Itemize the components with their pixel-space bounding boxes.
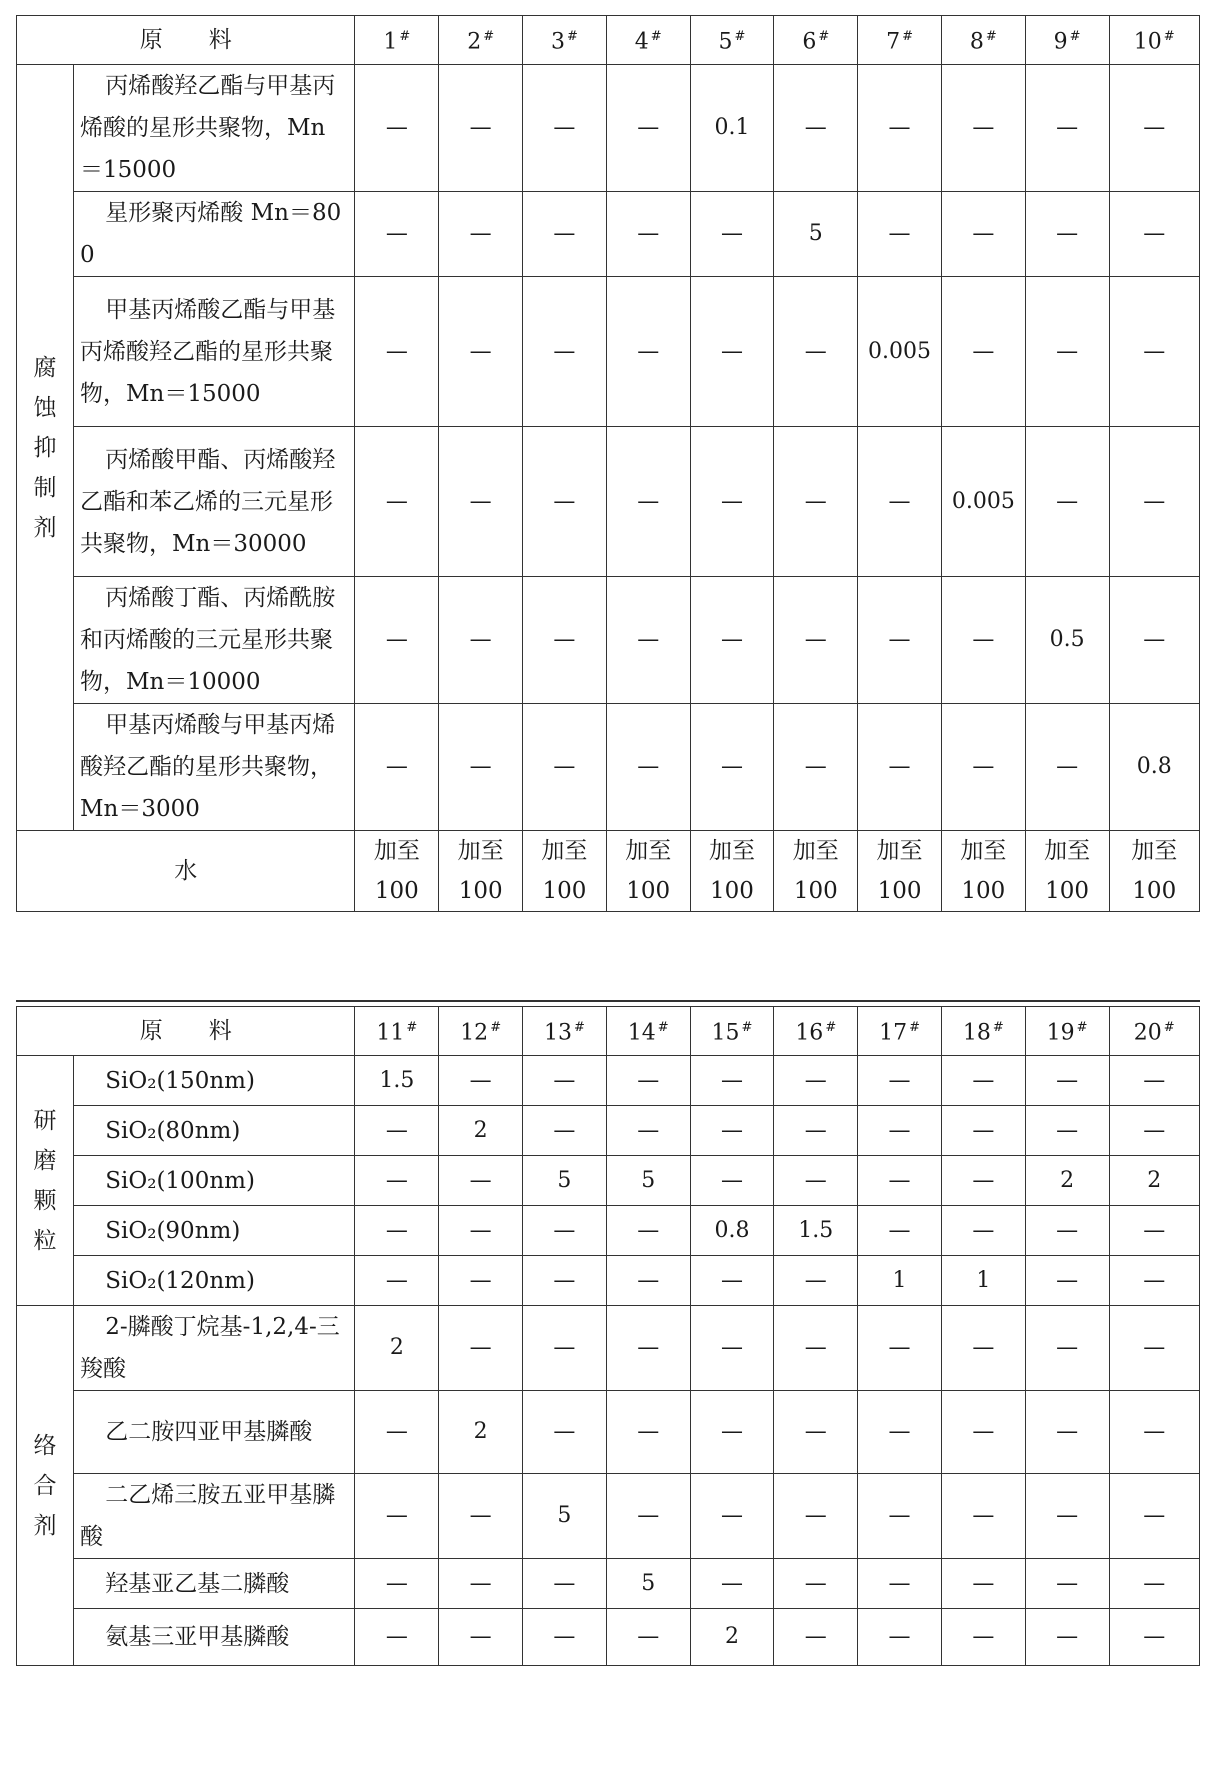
- amount-cell: —: [355, 577, 439, 704]
- amount-cell: —: [523, 577, 607, 704]
- amount-cell: —: [355, 1106, 439, 1156]
- table-row: [17, 1156, 1200, 1206]
- amount-cell: —: [1025, 1306, 1109, 1391]
- amount-cell: —: [858, 192, 942, 277]
- amount-cell: —: [858, 1206, 942, 1256]
- amount-cell: 5: [523, 1156, 607, 1206]
- header-sample-7: 7 #: [858, 16, 942, 65]
- amount-cell: —: [439, 427, 523, 577]
- material-name: 甲基丙烯酸乙酯与甲基丙烯酸羟乙酯的星形共聚物，Mn＝15000: [73, 277, 355, 427]
- amount-cell: —: [355, 1156, 439, 1206]
- table-row: [17, 65, 1200, 192]
- header-sample-1: 1 #: [355, 16, 439, 65]
- amount-cell: —: [774, 1306, 858, 1391]
- amount-cell: 0.8: [1109, 704, 1200, 831]
- header-row: [17, 1007, 1200, 1056]
- amount-cell: —: [690, 277, 774, 427]
- amount-cell: —: [941, 192, 1025, 277]
- amount-cell: 1.5: [774, 1206, 858, 1256]
- material-name: SiO₂(100nm): [73, 1156, 355, 1206]
- amount-cell: —: [1025, 1206, 1109, 1256]
- amount-cell: —: [439, 1559, 523, 1609]
- amount-cell: —: [690, 192, 774, 277]
- amount-cell: —: [439, 65, 523, 192]
- amount-cell: —: [523, 427, 607, 577]
- amount-cell: —: [355, 704, 439, 831]
- amount-cell: —: [355, 1391, 439, 1474]
- amount-cell: —: [1109, 65, 1200, 192]
- amount-cell: —: [1109, 1106, 1200, 1156]
- header-sample-8: 8 #: [941, 16, 1025, 65]
- table-row: [17, 1609, 1200, 1666]
- amount-cell: 0.8: [690, 1206, 774, 1256]
- amount-cell: —: [606, 704, 690, 831]
- amount-cell: —: [858, 1474, 942, 1559]
- amount-cell: 0.005: [941, 427, 1025, 577]
- header-sample-10: 10 #: [1109, 16, 1200, 65]
- amount-cell: —: [439, 277, 523, 427]
- amount-cell: —: [355, 1206, 439, 1256]
- amount-cell: —: [774, 1474, 858, 1559]
- water-amount-cell: 加至100: [523, 831, 607, 912]
- amount-cell: —: [690, 1156, 774, 1206]
- table-row: [17, 277, 1200, 427]
- material-name: 乙二胺四亚甲基膦酸: [73, 1391, 355, 1474]
- amount-cell: —: [774, 65, 858, 192]
- amount-cell: 2: [1109, 1156, 1200, 1206]
- header-sample-6: 6 #: [774, 16, 858, 65]
- water-amount-cell: 加至100: [1025, 831, 1109, 912]
- amount-cell: —: [606, 1256, 690, 1306]
- header-sample-17: 17 #: [858, 1007, 942, 1056]
- material-name: 氨基三亚甲基膦酸: [73, 1609, 355, 1666]
- table-row: [17, 577, 1200, 704]
- amount-cell: —: [1025, 1056, 1109, 1106]
- material-name: 二乙烯三胺五亚甲基膦酸: [73, 1474, 355, 1559]
- material-name: SiO₂(150nm): [73, 1056, 355, 1106]
- amount-cell: —: [1025, 1391, 1109, 1474]
- amount-cell: —: [523, 704, 607, 831]
- amount-cell: 1.5: [355, 1056, 439, 1106]
- amount-cell: —: [523, 65, 607, 192]
- amount-cell: —: [439, 1306, 523, 1391]
- header-sample-9: 9 #: [1025, 16, 1109, 65]
- amount-cell: —: [1025, 704, 1109, 831]
- amount-cell: —: [523, 1206, 607, 1256]
- material-name: 羟基亚乙基二膦酸: [73, 1559, 355, 1609]
- amount-cell: —: [523, 277, 607, 427]
- table-divider: [16, 1000, 1200, 1002]
- amount-cell: 2: [1025, 1156, 1109, 1206]
- category-abrasive-particles: 研磨颗粒: [17, 1056, 74, 1306]
- amount-cell: 2: [690, 1609, 774, 1666]
- amount-cell: —: [523, 192, 607, 277]
- amount-cell: —: [1109, 1609, 1200, 1666]
- header-sample-18: 18 #: [941, 1007, 1025, 1056]
- amount-cell: —: [941, 1609, 1025, 1666]
- amount-cell: —: [606, 65, 690, 192]
- amount-cell: —: [355, 192, 439, 277]
- header-material-label: 原 料: [17, 16, 355, 65]
- amount-cell: 1: [858, 1256, 942, 1306]
- amount-cell: —: [606, 1306, 690, 1391]
- amount-cell: —: [941, 1106, 1025, 1156]
- amount-cell: —: [774, 1391, 858, 1474]
- amount-cell: —: [439, 1206, 523, 1256]
- amount-cell: —: [439, 1474, 523, 1559]
- amount-cell: 5: [606, 1559, 690, 1609]
- amount-cell: 2: [439, 1106, 523, 1156]
- amount-cell: —: [858, 1609, 942, 1666]
- formulation-table-2: [16, 1006, 1200, 1666]
- amount-cell: —: [774, 577, 858, 704]
- formulation-table-1: [16, 15, 1200, 912]
- amount-cell: —: [941, 277, 1025, 427]
- amount-cell: —: [523, 1056, 607, 1106]
- amount-cell: —: [941, 65, 1025, 192]
- amount-cell: 0.5: [1025, 577, 1109, 704]
- amount-cell: 1: [941, 1256, 1025, 1306]
- amount-cell: —: [941, 1474, 1025, 1559]
- material-name: 甲基丙烯酸与甲基丙烯酸羟乙酯的星形共聚物，Mn＝3000: [73, 704, 355, 831]
- header-sample-2: 2 #: [439, 16, 523, 65]
- material-name: 2-膦酸丁烷基-1,2,4-三羧酸: [73, 1306, 355, 1391]
- amount-cell: —: [606, 1106, 690, 1156]
- amount-cell: —: [941, 1559, 1025, 1609]
- header-row: [17, 16, 1200, 65]
- amount-cell: —: [1025, 1559, 1109, 1609]
- amount-cell: —: [1025, 427, 1109, 577]
- amount-cell: —: [606, 277, 690, 427]
- amount-cell: —: [858, 1156, 942, 1206]
- amount-cell: —: [858, 1559, 942, 1609]
- amount-cell: 5: [523, 1474, 607, 1559]
- amount-cell: —: [690, 1306, 774, 1391]
- header-sample-16: 16 #: [774, 1007, 858, 1056]
- amount-cell: —: [690, 1474, 774, 1559]
- water-amount-cell: 加至100: [355, 831, 439, 912]
- amount-cell: —: [355, 1474, 439, 1559]
- header-sample-20: 20 #: [1109, 1007, 1200, 1056]
- amount-cell: —: [439, 1609, 523, 1666]
- amount-cell: —: [606, 192, 690, 277]
- amount-cell: —: [355, 277, 439, 427]
- water-amount-cell: 加至100: [941, 831, 1025, 912]
- amount-cell: —: [1025, 277, 1109, 427]
- amount-cell: —: [858, 704, 942, 831]
- amount-cell: —: [1109, 1206, 1200, 1256]
- amount-cell: —: [774, 427, 858, 577]
- amount-cell: 5: [774, 192, 858, 277]
- amount-cell: —: [1025, 1474, 1109, 1559]
- material-name: 丙烯酸甲酯、丙烯酸羟乙酯和苯乙烯的三元星形共聚物，Mn＝30000: [73, 427, 355, 577]
- amount-cell: —: [606, 1609, 690, 1666]
- amount-cell: —: [774, 1256, 858, 1306]
- amount-cell: 0.1: [690, 65, 774, 192]
- category-corrosion-inhibitor: 腐蚀抑制剂: [17, 65, 74, 831]
- water-amount-cell: 加至100: [858, 831, 942, 912]
- amount-cell: —: [523, 1559, 607, 1609]
- amount-cell: —: [941, 577, 1025, 704]
- amount-cell: —: [355, 1559, 439, 1609]
- amount-cell: —: [606, 1474, 690, 1559]
- amount-cell: —: [774, 704, 858, 831]
- amount-cell: —: [774, 1106, 858, 1156]
- water-amount-cell: 加至100: [774, 831, 858, 912]
- amount-cell: —: [439, 1056, 523, 1106]
- amount-cell: —: [858, 65, 942, 192]
- water-amount-cell: 加至100: [606, 831, 690, 912]
- amount-cell: —: [1109, 577, 1200, 704]
- amount-cell: —: [1109, 1056, 1200, 1106]
- amount-cell: 5: [606, 1156, 690, 1206]
- table-row: [17, 1256, 1200, 1306]
- amount-cell: —: [355, 1609, 439, 1666]
- amount-cell: —: [690, 1256, 774, 1306]
- table-row: [17, 1206, 1200, 1256]
- header-sample-12: 12 #: [439, 1007, 523, 1056]
- amount-cell: —: [1109, 1306, 1200, 1391]
- amount-cell: —: [523, 1609, 607, 1666]
- amount-cell: —: [439, 1156, 523, 1206]
- header-sample-15: 15 #: [690, 1007, 774, 1056]
- amount-cell: —: [690, 427, 774, 577]
- amount-cell: —: [774, 1559, 858, 1609]
- amount-cell: —: [1109, 277, 1200, 427]
- table-row: [17, 1474, 1200, 1559]
- amount-cell: —: [606, 427, 690, 577]
- amount-cell: —: [1109, 192, 1200, 277]
- amount-cell: —: [1109, 1474, 1200, 1559]
- amount-cell: —: [523, 1391, 607, 1474]
- amount-cell: —: [941, 1306, 1025, 1391]
- amount-cell: —: [941, 1056, 1025, 1106]
- amount-cell: —: [1025, 192, 1109, 277]
- table-row: [17, 1391, 1200, 1474]
- amount-cell: —: [606, 1206, 690, 1256]
- amount-cell: —: [1109, 1559, 1200, 1609]
- amount-cell: —: [858, 1306, 942, 1391]
- amount-cell: —: [858, 1106, 942, 1156]
- amount-cell: —: [606, 577, 690, 704]
- amount-cell: —: [690, 1391, 774, 1474]
- header-sample-5: 5 #: [690, 16, 774, 65]
- table-row: [17, 192, 1200, 277]
- amount-cell: —: [1109, 1391, 1200, 1474]
- amount-cell: —: [941, 704, 1025, 831]
- material-name: SiO₂(120nm): [73, 1256, 355, 1306]
- amount-cell: —: [355, 1256, 439, 1306]
- water-row: [17, 831, 1200, 912]
- water-label: 水: [17, 831, 355, 912]
- amount-cell: —: [774, 1609, 858, 1666]
- material-name: 星形聚丙烯酸 Mn＝800: [73, 192, 355, 277]
- water-amount-cell: 加至100: [690, 831, 774, 912]
- header-material-label: 原 料: [17, 1007, 355, 1056]
- amount-cell: —: [355, 427, 439, 577]
- amount-cell: —: [690, 1106, 774, 1156]
- amount-cell: —: [690, 704, 774, 831]
- amount-cell: —: [858, 1391, 942, 1474]
- amount-cell: —: [439, 1256, 523, 1306]
- amount-cell: —: [858, 577, 942, 704]
- amount-cell: —: [355, 65, 439, 192]
- amount-cell: —: [606, 1391, 690, 1474]
- water-amount-cell: 加至100: [439, 831, 523, 912]
- amount-cell: —: [606, 1056, 690, 1106]
- amount-cell: —: [523, 1256, 607, 1306]
- table-row: [17, 1056, 1200, 1106]
- amount-cell: —: [1025, 65, 1109, 192]
- amount-cell: —: [1025, 1106, 1109, 1156]
- material-name: 丙烯酸丁酯、丙烯酰胺和丙烯酸的三元星形共聚物，Mn＝10000: [73, 577, 355, 704]
- amount-cell: —: [941, 1156, 1025, 1206]
- amount-cell: —: [941, 1391, 1025, 1474]
- amount-cell: —: [690, 1559, 774, 1609]
- amount-cell: —: [690, 1056, 774, 1106]
- amount-cell: —: [1109, 427, 1200, 577]
- amount-cell: —: [523, 1306, 607, 1391]
- amount-cell: —: [690, 577, 774, 704]
- header-sample-14: 14 #: [606, 1007, 690, 1056]
- table-row: [17, 1559, 1200, 1609]
- header-sample-11: 11 #: [355, 1007, 439, 1056]
- amount-cell: —: [858, 427, 942, 577]
- amount-cell: —: [774, 1156, 858, 1206]
- material-name: SiO₂(90nm): [73, 1206, 355, 1256]
- amount-cell: —: [774, 277, 858, 427]
- material-name: 丙烯酸羟乙酯与甲基丙烯酸的星形共聚物，Mn＝15000: [73, 65, 355, 192]
- header-sample-4: 4 #: [606, 16, 690, 65]
- amount-cell: —: [439, 704, 523, 831]
- amount-cell: 2: [439, 1391, 523, 1474]
- header-sample-3: 3 #: [523, 16, 607, 65]
- water-amount-cell: 加至100: [1109, 831, 1200, 912]
- category-complexing-agent: 络合剂: [17, 1306, 74, 1666]
- header-sample-19: 19 #: [1025, 1007, 1109, 1056]
- material-name: SiO₂(80nm): [73, 1106, 355, 1156]
- header-sample-13: 13 #: [523, 1007, 607, 1056]
- table-row: [17, 704, 1200, 831]
- amount-cell: —: [774, 1056, 858, 1106]
- amount-cell: —: [1025, 1609, 1109, 1666]
- amount-cell: —: [523, 1106, 607, 1156]
- amount-cell: —: [1025, 1256, 1109, 1306]
- amount-cell: —: [1109, 1256, 1200, 1306]
- table-row: [17, 1106, 1200, 1156]
- table-row: [17, 1306, 1200, 1391]
- amount-cell: —: [439, 577, 523, 704]
- amount-cell: 0.005: [858, 277, 942, 427]
- amount-cell: —: [858, 1056, 942, 1106]
- amount-cell: 2: [355, 1306, 439, 1391]
- table-row: [17, 427, 1200, 577]
- amount-cell: —: [439, 192, 523, 277]
- amount-cell: —: [941, 1206, 1025, 1256]
